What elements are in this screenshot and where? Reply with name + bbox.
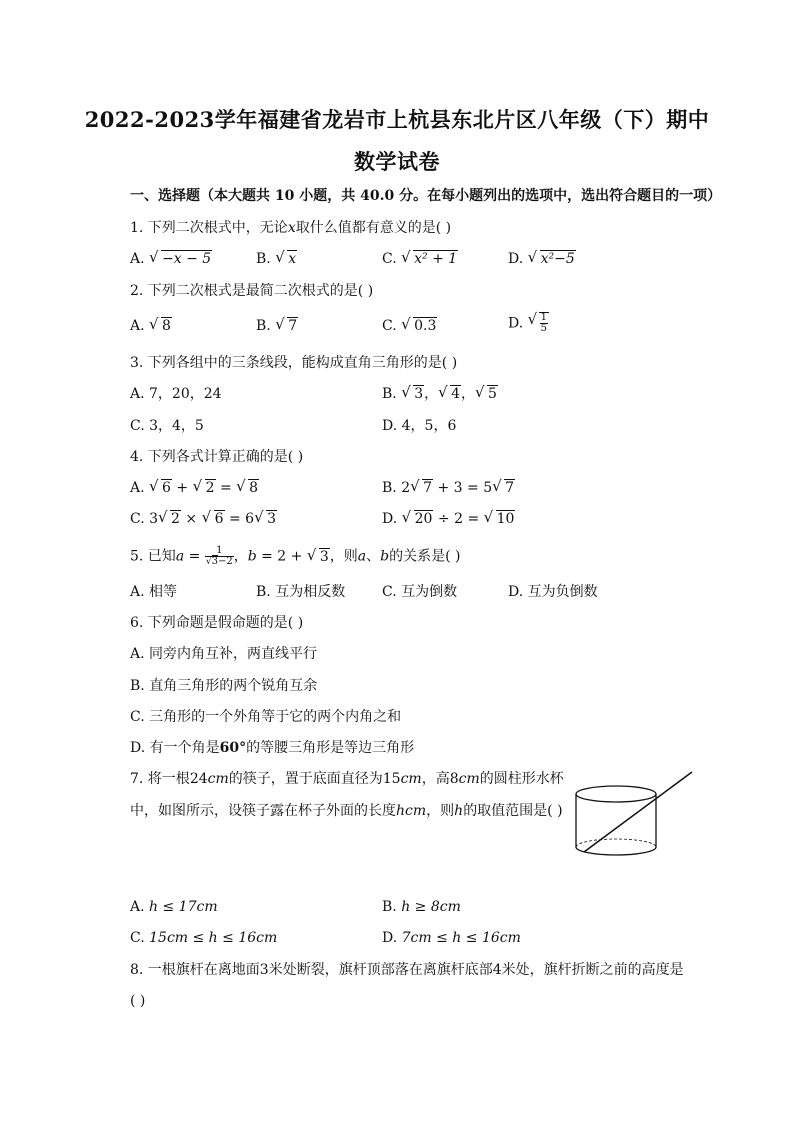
q3-option-c: C. 3，4，5 <box>130 418 204 434</box>
q7-option-c: C. 15cm ≤ h ≤ 16cm <box>130 930 278 946</box>
q5-option-b: B. 互为相反数 <box>256 584 346 600</box>
q1-option-b: B. √ x <box>256 250 297 268</box>
question-2-stem: 2. 下列二次根式是最简二次根式的是( ) <box>130 283 374 299</box>
question-4-stem: 4. 下列各式计算正确的是( ) <box>130 449 304 465</box>
exam-title-line2: 数学试卷 <box>354 149 440 174</box>
q3-option-b: B. √ 3，√ 4，√ 5 <box>382 385 498 403</box>
q7-option-a: A. h ≤ 17cm <box>130 899 218 915</box>
chopstick-line <box>584 772 692 852</box>
question-7-stem-line2: 中，如图所示，设筷子露在杯子外面的长度hcm，则h的取值范围是( ) <box>130 803 563 819</box>
q2-option-b: B. √ 7 <box>256 317 298 335</box>
question-6-stem: 6. 下列命题是假命题的是( ) <box>130 615 304 631</box>
q3-option-d: D. 4，5，6 <box>382 418 457 434</box>
question-7-stem-line1: 7. 将一根24cm的筷子，置于底面直径为15cm，高8cm的圆柱形水杯 <box>130 771 564 787</box>
q4-option-a: A. √ 6 + √ 2 = √ 8 <box>130 479 259 497</box>
exam-title-line1: 2022-2023学年福建省龙岩市上杭县东北片区八年级（下）期中 <box>84 107 710 132</box>
q1-option-d: D. √ x²−5 <box>508 250 576 268</box>
q2-option-d: D. √ $\frac{1}{5}$ <box>508 312 549 334</box>
cup-top-ellipse <box>576 786 656 802</box>
question-1-stem: 1. 下列二次根式中，无论x取什么值都有意义的是( ) <box>130 220 452 236</box>
cup-bottom-back <box>576 839 656 847</box>
cylinder-cup-figure <box>574 770 696 862</box>
q2-option-c: C. √ 0.3 <box>382 317 437 335</box>
section-heading: 一、选择题（本大题共 10 小题，共 40.0 分。在每小题列出的选项中，选出符合题目的一项） <box>130 188 722 204</box>
q4-option-d: D. √ 20 ÷ 2 = √ 10 <box>382 510 515 528</box>
q6-option-a: A. 同旁内角互补，两直线平行 <box>130 646 318 662</box>
q4-option-c: C. 3√ 2 × √ 6 = 6√ 3 <box>130 510 277 528</box>
question-5-stem: 5. 已知a = $\frac{1}{√3-2}$ ，b = 2 + √ 3，则a、b的关系是( ) <box>130 546 460 567</box>
q1-option-a: A. √ −x − 5 <box>130 250 212 268</box>
q4-option-b: B. 2√ 7 + 3 = 5√ 7 <box>382 479 515 497</box>
question-3-stem: 3. 下列各组中的三条线段，能构成直角三角形的是( ) <box>130 355 458 371</box>
q5-option-a: A. 相等 <box>130 584 178 600</box>
q1-option-c: C. √ x² + 1 <box>382 250 458 268</box>
q5-option-d: D. 互为负倒数 <box>508 584 598 600</box>
q6-option-b: B. 直角三角形的两个锐角互余 <box>130 678 318 694</box>
q2-option-a: A. √ 8 <box>130 317 172 335</box>
q6-option-d: D. 有一个角是60°的等腰三角形是等边三角形 <box>130 740 415 756</box>
q7-option-b: B. h ≥ 8cm <box>382 899 461 915</box>
q5-option-c: C. 互为倒数 <box>382 584 458 600</box>
q3-option-a: A. 7，20，24 <box>130 386 222 402</box>
question-8-stem-line1: 8. 一根旗杆在离地面3米处断裂，旗杆顶部落在离旗杆底部4米处，旗杆折断之前的高度是 <box>130 962 684 978</box>
q6-option-c: C. 三角形的一个外角等于它的两个内角之和 <box>130 709 402 725</box>
question-8-stem-line2: ( ) <box>130 993 146 1009</box>
q7-option-d: D. 7cm ≤ h ≤ 16cm <box>382 930 521 946</box>
